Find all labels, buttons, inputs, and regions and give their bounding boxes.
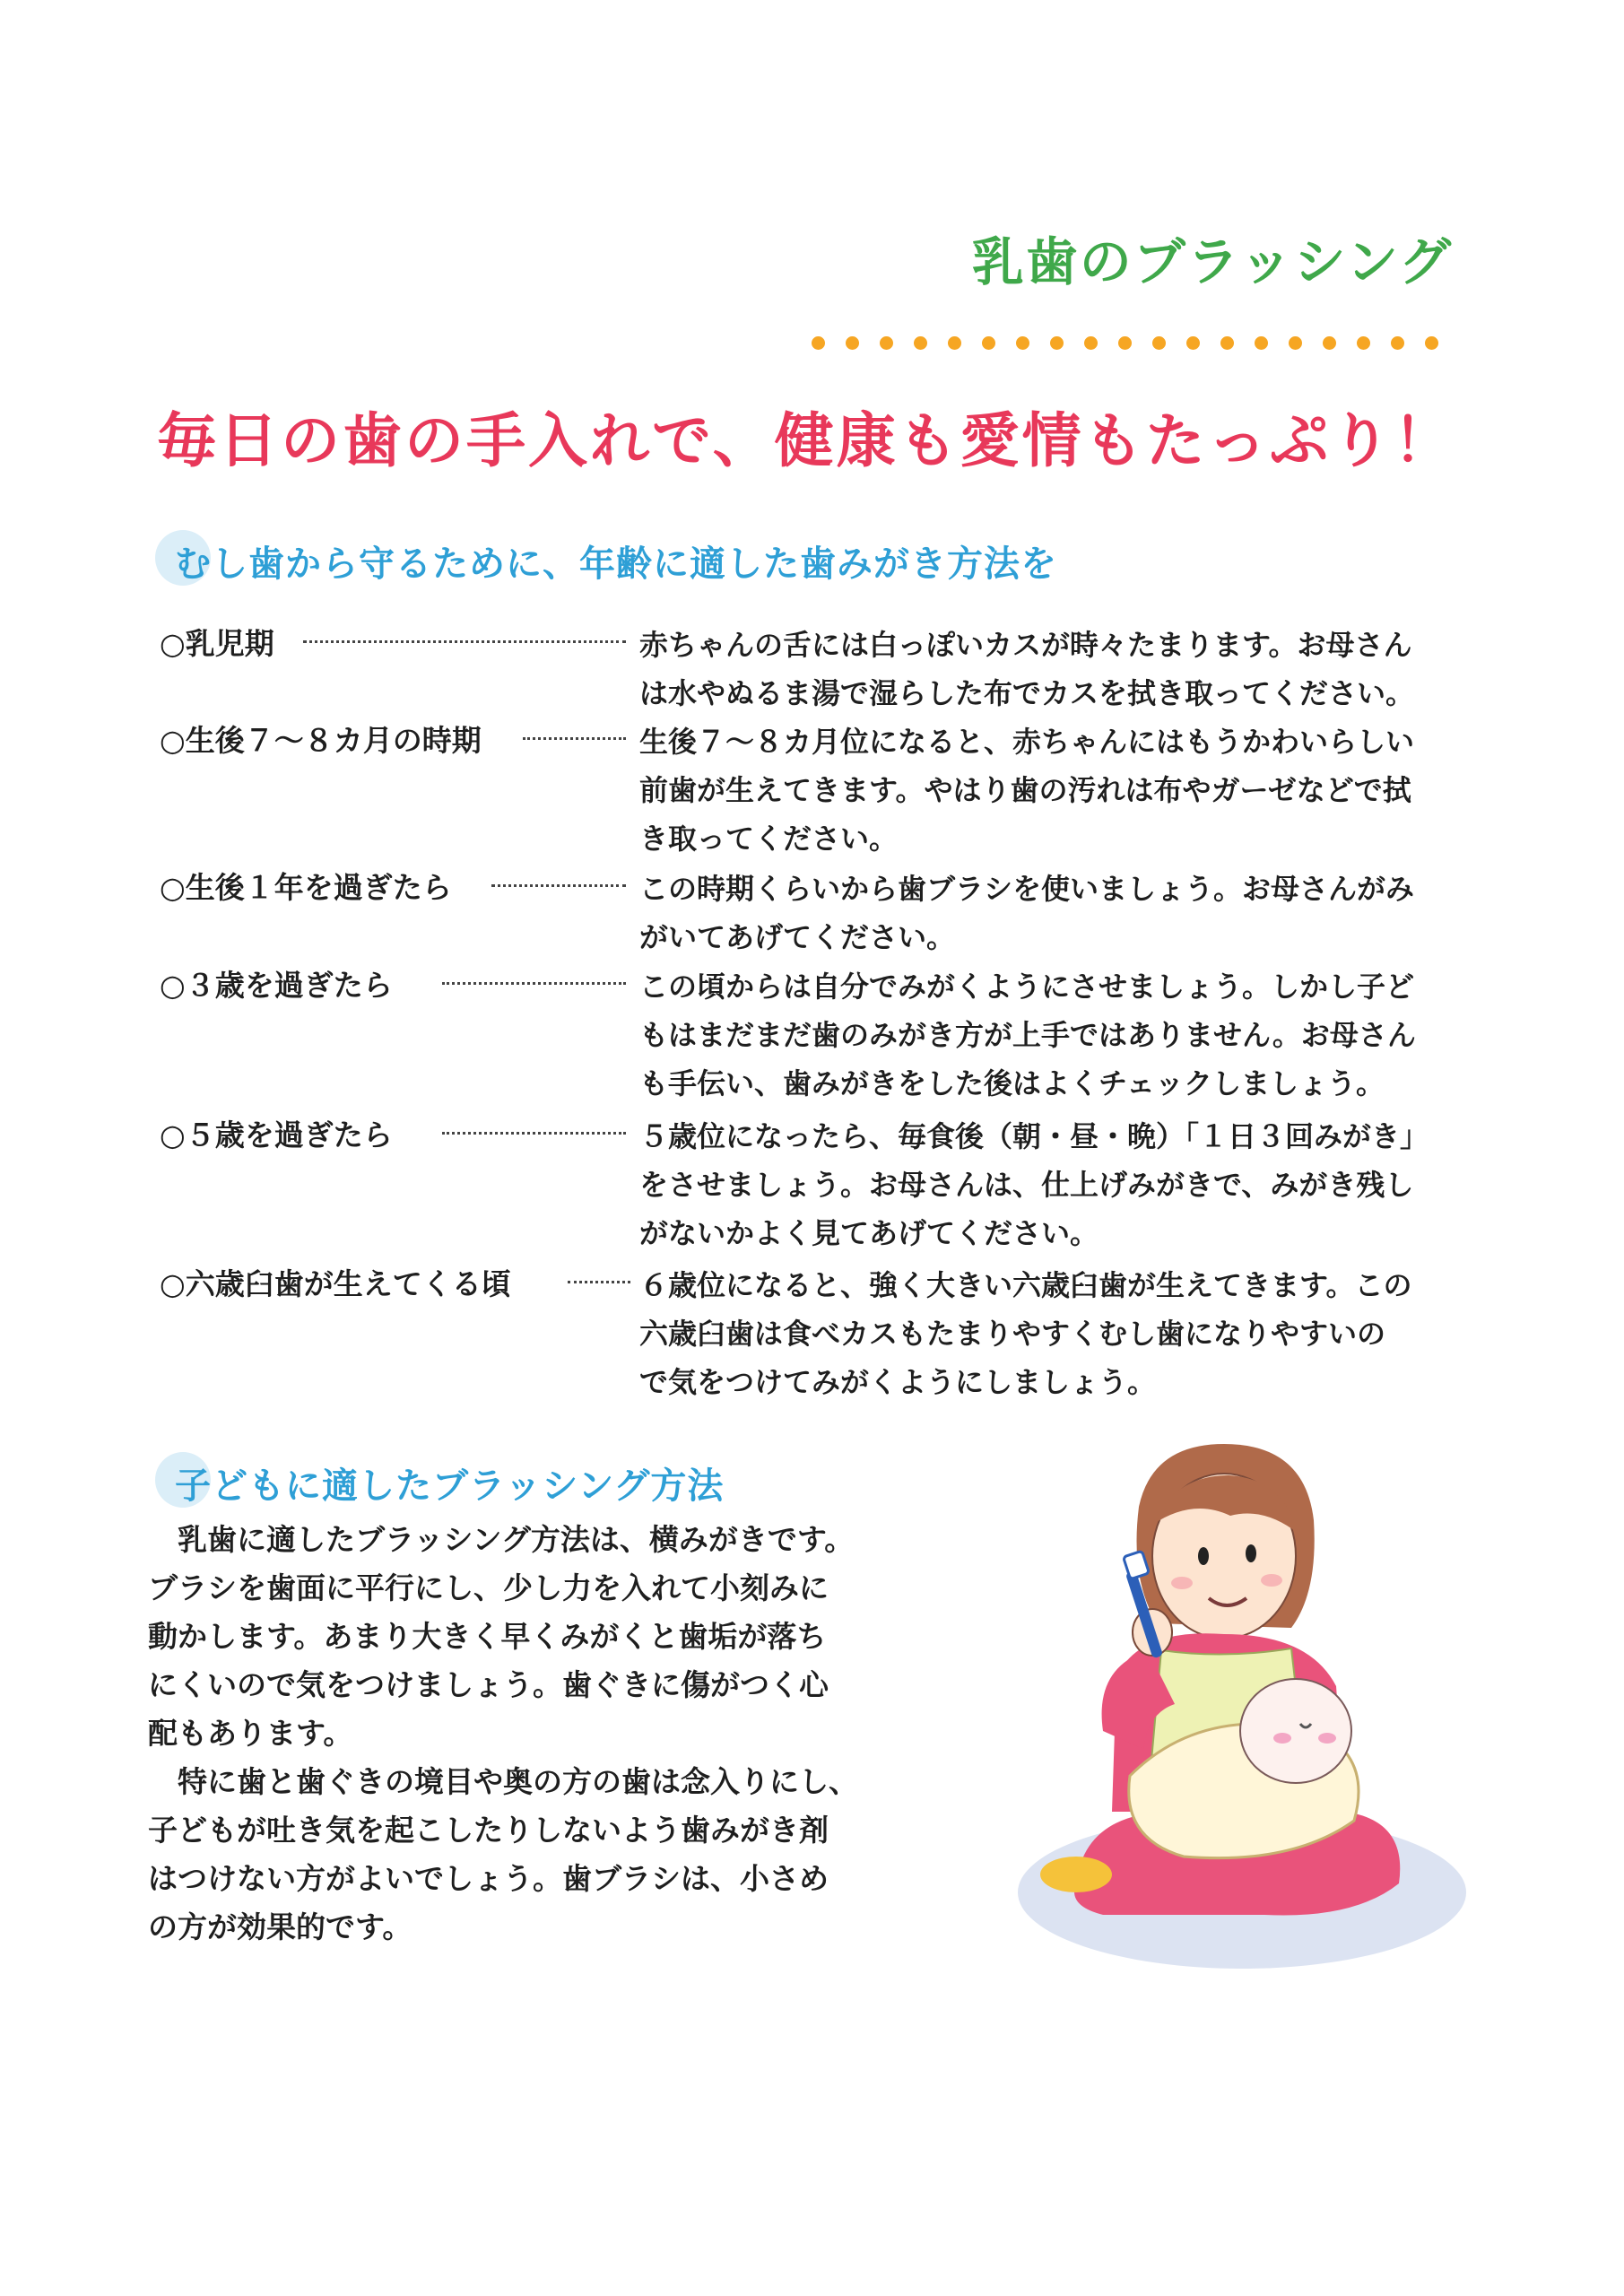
dot bbox=[1050, 336, 1064, 350]
dot bbox=[1016, 336, 1029, 350]
body-line: 特に歯と歯ぐきの境目や奥の方の歯は念入りにし、 bbox=[148, 1764, 858, 1799]
dot bbox=[1289, 336, 1302, 350]
body-line: 動かします。あまり大きく早くみがくと歯垢が落ち bbox=[148, 1619, 827, 1654]
stage-line: ５歳位になったら、毎食後（朝・昼・晩）「１日３回みがき」 bbox=[639, 1119, 1429, 1153]
stage-line: も手伝い、歯みがきをした後はよくチェックしましょう。 bbox=[639, 1066, 1385, 1100]
stage-line: 六歳臼歯は食べカスもたまりやすくむし歯になりやすいの bbox=[639, 1317, 1386, 1351]
stage-line: 赤ちゃんの舌には白っぽいカスが時々たまります。お母さん bbox=[639, 628, 1412, 662]
stage-label: ○六歳臼歯が生えてくる頃 bbox=[160, 1261, 515, 1303]
stage-line: がいてあげてください。 bbox=[639, 920, 956, 954]
stage-description bbox=[639, 962, 1624, 1108]
stage-line: 前歯が生えてきます。やはり歯の汚れは布やガーゼなどで拭 bbox=[639, 773, 1411, 807]
dot bbox=[1425, 336, 1438, 350]
stage-description bbox=[639, 865, 1624, 961]
body-line: 配もあります。 bbox=[148, 1716, 353, 1751]
dot bbox=[1357, 336, 1370, 350]
stage-description bbox=[639, 1112, 1624, 1257]
body-line: にくいので気をつけましょう。歯ぐきに傷がつく心 bbox=[148, 1667, 829, 1702]
section-heading-text: むし歯から守るために、年齢に適した歯みがき方法を bbox=[175, 544, 1057, 585]
dotted-leader bbox=[442, 1132, 626, 1135]
brushing-method-paragraphs bbox=[148, 1516, 919, 1952]
stage-description bbox=[639, 1261, 1624, 1406]
dot bbox=[1118, 336, 1132, 350]
main-heading: 毎日の歯の手入れで、健康も愛情もたっぷり！ bbox=[157, 406, 1455, 475]
dot bbox=[1255, 336, 1268, 350]
dot bbox=[982, 336, 995, 350]
dotted-leader bbox=[523, 737, 626, 740]
dot-divider bbox=[812, 336, 1457, 356]
dotted-leader bbox=[568, 1281, 630, 1283]
stage-line: をさせましょう。お母さんは、仕上げみがきで、みがき残し bbox=[639, 1168, 1414, 1202]
section-heading-age-methods bbox=[175, 535, 1057, 587]
stage-line: この頃からは自分でみがくようにさせましょう。しかし子ど bbox=[639, 970, 1415, 1004]
page-top-title: 乳歯のブラッシング bbox=[971, 231, 1453, 292]
dot bbox=[948, 336, 961, 350]
dotted-leader bbox=[303, 640, 626, 643]
body-line: 乳歯に適したブラッシング方法は、横みがきです。 bbox=[148, 1522, 855, 1557]
stage-description bbox=[639, 718, 1624, 863]
dot bbox=[914, 336, 927, 350]
dot bbox=[1391, 336, 1404, 350]
dot bbox=[1084, 336, 1098, 350]
dot bbox=[812, 336, 825, 350]
body-line: の方が効果的です。 bbox=[148, 1909, 413, 1944]
stage-description bbox=[639, 621, 1624, 718]
section-heading-text: 子どもに適したブラッシング方法 bbox=[175, 1465, 725, 1507]
stage-line: がないかよく見てあげてください。 bbox=[639, 1216, 1099, 1250]
stage-line: で気をつけてみがくようにしましょう。 bbox=[639, 1365, 1157, 1399]
stage-label: ○３歳を過ぎたら bbox=[160, 962, 396, 1004]
dot bbox=[1152, 336, 1166, 350]
dotted-leader bbox=[491, 884, 626, 887]
body-line: 子どもが吐き気を起こしたりしないよう歯みがき剤 bbox=[148, 1813, 829, 1848]
stage-line: は水やぬるま湯で湿らした布でカスを拭き取ってください。 bbox=[639, 676, 1415, 710]
dot bbox=[1323, 336, 1336, 350]
body-line: ブラシを歯面に平行にし、少し力を入れて小刻みに bbox=[148, 1570, 829, 1605]
illustration-svg bbox=[995, 1435, 1480, 1991]
section-heading-brushing-method bbox=[175, 1457, 724, 1509]
stage-line: もはまだまだ歯のみがき方が上手ではありません。お母さん bbox=[639, 1018, 1416, 1052]
dotted-leader bbox=[442, 982, 626, 985]
body-line: はつけない方がよいでしょう。歯ブラシは、小さめ bbox=[148, 1861, 829, 1896]
stage-line: 生後７～８カ月位になると、赤ちゃんにはもうかわいらしい bbox=[639, 725, 1415, 759]
dot bbox=[846, 336, 859, 350]
stage-label: ○生後７～８カ月の時期 bbox=[160, 718, 485, 760]
dot bbox=[1186, 336, 1200, 350]
stage-label: ○生後１年を過ぎたら bbox=[160, 865, 456, 907]
stage-label: ○乳児期 bbox=[160, 621, 278, 663]
mother-brushing-baby-teeth-illustration bbox=[995, 1435, 1480, 1991]
dot bbox=[1220, 336, 1234, 350]
stage-label: ○５歳を過ぎたら bbox=[160, 1112, 396, 1154]
stage-line: ６歳位になると、強く大きい六歳臼歯が生えてきます。この bbox=[639, 1268, 1412, 1302]
stage-line: き取ってください。 bbox=[639, 822, 899, 856]
dot bbox=[880, 336, 893, 350]
stage-line: この時期くらいから歯ブラシを使いましょう。お母さんがみ bbox=[639, 872, 1415, 906]
